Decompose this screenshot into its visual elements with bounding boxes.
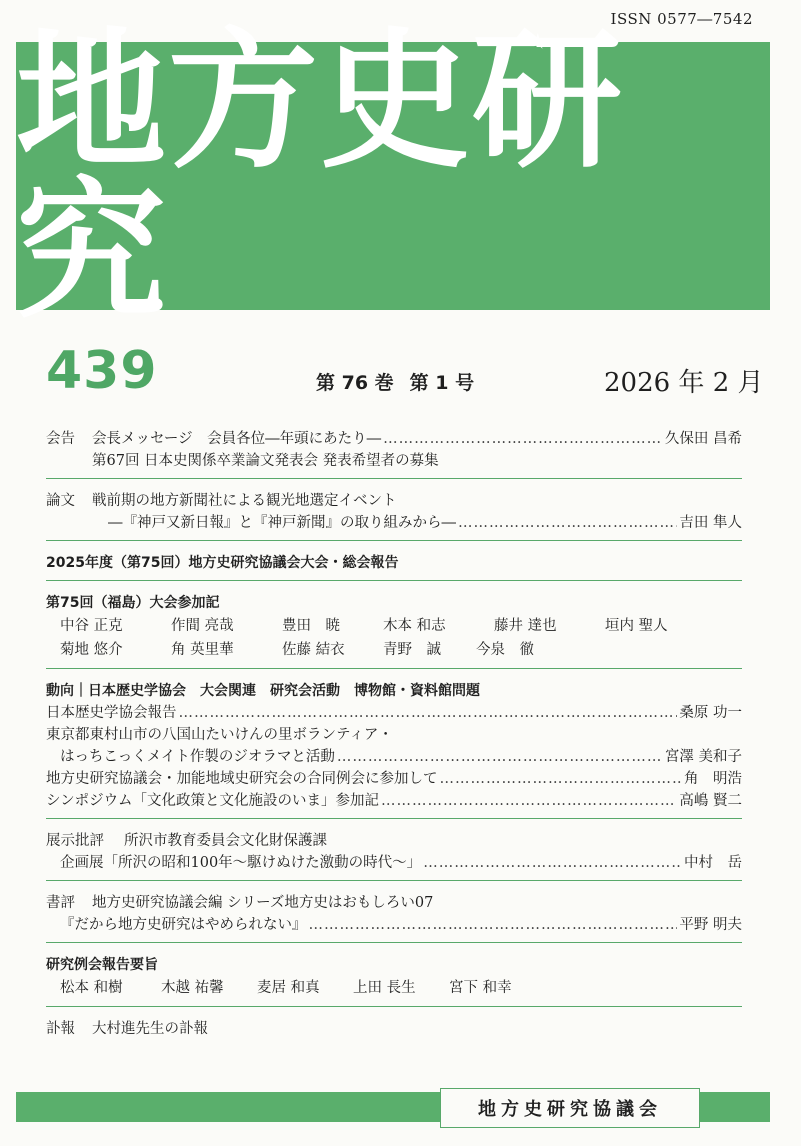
number: 第 1 号 (409, 372, 475, 394)
table-of-contents (46, 425, 742, 1046)
dot-leader (381, 790, 677, 812)
conference-names-row2 (46, 638, 742, 662)
toc-trends (46, 677, 742, 819)
journal-title: 地方史研究 (16, 13, 625, 339)
toc-announce (46, 425, 742, 479)
paper-label: 論文 (46, 493, 75, 509)
participant-name: 豊田 暁 (282, 618, 340, 634)
dot-leader (309, 914, 678, 936)
publisher-name: 地方史研究協議会 (440, 1088, 700, 1128)
volume-info (316, 368, 474, 395)
meeting-presenter: 麦居 和真 (257, 980, 320, 996)
participant-name: 角 英里華 (171, 642, 234, 658)
review-title: 『だから地方史研究はやめられない』 (60, 917, 307, 933)
participant-name: 佐藤 結衣 (282, 642, 345, 658)
exhibit-line1: 所沢市教育委員会文化財保護課 (124, 833, 327, 849)
trends-item-author: 桑原 功一 (679, 705, 742, 721)
volume: 第 76 巻 (316, 372, 394, 394)
dot-leader (337, 746, 663, 768)
meetings-names (46, 976, 742, 1000)
trends-item-title: シンポジウム「文化政策と文化施設のいま」参加記 (46, 793, 379, 809)
report-title: 2025年度（第75回）地方史研究協議会大会・総会報告 (46, 555, 399, 571)
review-label: 書評 (46, 895, 75, 911)
issn: ISSN 0577―7542 (610, 10, 753, 28)
dot-leader (179, 702, 678, 724)
participant-name: 青野 誠 (383, 642, 441, 658)
toc-paper (46, 487, 742, 541)
meeting-presenter: 木越 祐馨 (161, 980, 224, 996)
meeting-presenter: 宮下 和幸 (449, 980, 512, 996)
dot-leader (440, 768, 683, 790)
trends-item-title: 地方史研究協議会・加能地域史研究会の合同例会に参加して (46, 771, 438, 787)
review-line1: 地方史研究協議会編 シリーズ地方史はおもしろい07 (92, 895, 434, 911)
paper-author: 吉田 隼人 (679, 515, 742, 531)
participant-name: 作間 亮哉 (171, 618, 234, 634)
obituary-label: 訃報 (46, 1021, 75, 1037)
participant-name: 菊地 悠介 (60, 642, 123, 658)
toc-obituary (46, 1015, 742, 1046)
meetings-heading: 研究例会報告要旨 (46, 957, 158, 973)
trends-heading: 動向｜日本歴史学協会 大会関連 研究会活動 博物館・資料館問題 (46, 683, 480, 699)
trends-item-author: 宮澤 美和子 (664, 749, 742, 765)
toc-report (46, 549, 742, 581)
exhibit-title: 企画展「所沢の昭和100年～駆けぬけた激動の時代～」 (60, 855, 422, 871)
issue-number: 439 (46, 341, 158, 401)
trends-item-title: 日本歴史学協会報告 (46, 705, 177, 721)
conference-names-row1 (46, 614, 742, 638)
announce-author: 久保田 昌希 (664, 431, 742, 447)
dot-leader (458, 512, 677, 534)
trends-item-title: はっちこっくメイト作製のジオラマと活動 (60, 749, 335, 765)
announce-line2: 第67回 日本史関係卒業論文発表会 発表希望者の募集 (92, 453, 439, 469)
toc-review (46, 889, 742, 943)
announce-title: 会長メッセージ 会員各位―年頭にあたり― (92, 431, 382, 447)
meeting-presenter: 松本 和樹 (60, 980, 123, 996)
exhibit-label: 展示批評 (46, 833, 104, 849)
dot-leader (383, 428, 663, 450)
review-author: 平野 明夫 (679, 917, 742, 933)
announce-label: 会告 (46, 431, 75, 447)
conference-heading: 第75回（福島）大会参加記 (46, 595, 220, 611)
toc-conference (46, 589, 742, 669)
participant-name: 垣内 聖人 (605, 618, 668, 634)
participant-name: 今泉 徹 (476, 642, 534, 658)
exhibit-author: 中村 岳 (684, 855, 742, 871)
paper-title: 戦前期の地方新聞社による観光地選定イベント (92, 493, 397, 509)
trends-item-title: 東京都東村山市の八国山たいけんの里ボランティア・ (46, 727, 393, 743)
trends-item-author: 高嶋 賢二 (679, 793, 742, 809)
participant-name: 中谷 正克 (60, 618, 123, 634)
meeting-presenter: 上田 長生 (353, 980, 416, 996)
trends-item-author: 角 明浩 (684, 771, 742, 787)
dot-leader (423, 852, 682, 874)
toc-exhibit (46, 827, 742, 881)
toc-meetings (46, 951, 742, 1007)
issue-date: 2026 年 2 月 (604, 368, 764, 398)
obituary-text: 大村進先生の訃報 (92, 1021, 208, 1037)
participant-name: 木本 和志 (383, 618, 446, 634)
paper-subtitle: ―『神戸又新日報』と『神戸新聞』の取り組みから― (108, 515, 456, 531)
participant-name: 藤井 達也 (494, 618, 557, 634)
